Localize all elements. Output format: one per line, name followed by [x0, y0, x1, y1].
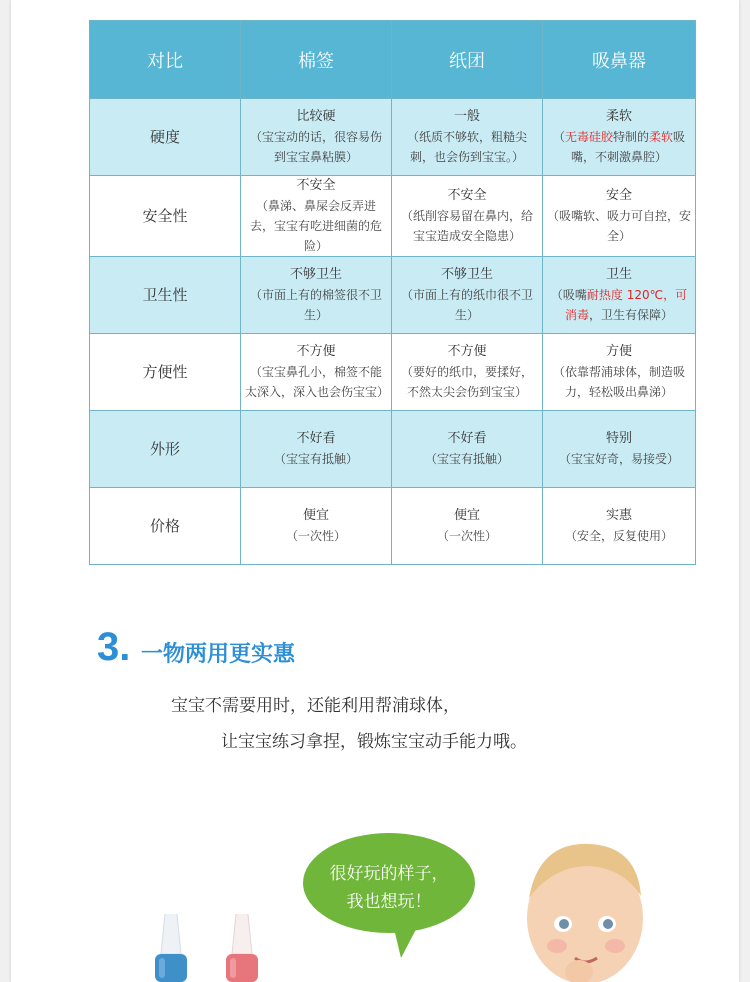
- cell-note: （市面上有的棉签很不卫生）: [249, 288, 382, 322]
- cell-title: 不安全: [447, 188, 487, 203]
- speech-bubble-line-2: 我也想玩！: [346, 892, 432, 912]
- cell-note: （依靠帮浦球体，制造吸力，轻松吸出鼻涕）: [552, 365, 685, 399]
- table-cell: [241, 488, 392, 565]
- cell-title: 安全: [605, 188, 632, 203]
- table-cell: [392, 334, 543, 411]
- cell-title: 卫生: [605, 267, 632, 282]
- table-cell: [543, 99, 696, 176]
- cell-title: 不方便: [447, 344, 487, 359]
- cell-note-rich: [547, 285, 691, 325]
- row-label-hardness: 硬度: [90, 99, 241, 176]
- table-row: [90, 257, 696, 334]
- section-number: 3.: [97, 625, 131, 669]
- cell-title: 实惠: [605, 508, 632, 523]
- row-label-hygiene: 卫生性: [90, 257, 241, 334]
- row-label-price: 价格: [90, 488, 241, 565]
- baby-photo: [519, 838, 649, 982]
- table-cell: [392, 176, 543, 257]
- cell-title: 方便: [605, 344, 632, 359]
- section-description-line-1: 宝宝不需要用时，还能利用帮浦球体，: [171, 696, 460, 716]
- header-paper-wad: 纸团: [392, 21, 543, 99]
- cell-title: 不够卫生: [440, 267, 493, 282]
- row-label-appearance: 外形: [90, 411, 241, 488]
- header-compare: 对比: [90, 21, 241, 99]
- speech-bubble-line-1: 很好玩的样子，: [329, 864, 449, 884]
- cell-title: 不安全: [296, 178, 336, 193]
- row-label-safety: 安全性: [90, 176, 241, 257]
- table-cell: [543, 411, 696, 488]
- product-page: [11, 0, 739, 982]
- table-row: [90, 334, 696, 411]
- comparison-table: [89, 20, 696, 565]
- table-cell: [543, 334, 696, 411]
- section-title: 一物两用更实惠: [141, 642, 296, 667]
- table-row: [90, 488, 696, 565]
- cell-title: 不方便: [296, 344, 336, 359]
- table-cell: [392, 411, 543, 488]
- note-highlight: 耐热度 120℃，可消毒: [564, 288, 688, 322]
- table-cell: [392, 488, 543, 565]
- table-cell: [543, 176, 696, 257]
- cell-note: （纸削容易留在鼻内，给宝宝造成安全隐患）: [400, 209, 533, 243]
- table-row: [90, 411, 696, 488]
- note-text: 吸嘴，不刺激鼻腔）: [570, 130, 686, 164]
- cell-note: （要好的纸巾，要揉好，不然太尖会伤到宝宝）: [400, 365, 533, 399]
- blue-aspirator-image: [149, 914, 193, 982]
- cell-title: 不好看: [447, 431, 487, 446]
- table-cell: [543, 257, 696, 334]
- table-row: [90, 176, 696, 257]
- header-cotton-swab: 棉签: [241, 21, 392, 99]
- cell-note-rich: [547, 127, 691, 167]
- cell-title: 便宜: [302, 508, 329, 523]
- cell-title: 不好看: [296, 431, 336, 446]
- cell-note: （吸嘴软、吸力可自控，安全）: [547, 209, 692, 243]
- note-highlight: 无毒硅胶: [564, 130, 613, 144]
- cell-note: （一次性）: [436, 529, 497, 543]
- table-cell: [392, 99, 543, 176]
- table-cell: [241, 176, 392, 257]
- speech-bubble: [303, 833, 475, 933]
- cell-note: （安全，反复使用）: [564, 529, 673, 543]
- cell-note: （宝宝动的话，很容易伤到宝宝鼻粘膜）: [249, 130, 382, 164]
- table-cell: [241, 99, 392, 176]
- pink-aspirator-image: [220, 914, 264, 982]
- note-text: ，卫生有保障）: [589, 308, 674, 322]
- table-cell: [543, 488, 696, 565]
- cell-note: （市面上有的纸巾很不卫生）: [400, 288, 533, 322]
- section-description-line-2: 让宝宝练习拿捏，锻炼宝宝动手能力哦。: [221, 732, 527, 752]
- row-label-convenience: 方便性: [90, 334, 241, 411]
- note-text: （: [552, 130, 565, 144]
- cell-title: 特别: [605, 431, 632, 446]
- cell-note: （鼻涕、鼻屎会反弄进去，宝宝有吃进细菌的危险）: [249, 199, 382, 253]
- cell-title: 不够卫生: [289, 267, 342, 282]
- note-highlight: 柔软: [649, 130, 674, 144]
- cell-note: （宝宝鼻孔小，棉签不能太深入，深入也会伤宝宝）: [245, 365, 390, 399]
- cell-title: 比较硬: [296, 109, 336, 124]
- cell-note: （宝宝有抵触）: [273, 452, 358, 466]
- note-text: （吸嘴: [550, 288, 587, 302]
- table-cell: [241, 334, 392, 411]
- table-cell: [241, 257, 392, 334]
- cell-title: 一般: [453, 109, 480, 124]
- cell-note: （宝宝好奇，易接受）: [558, 452, 679, 466]
- cell-note: （纸质不够软，粗糙尖刺，也会伤到宝宝。）: [406, 130, 527, 164]
- table-cell: [241, 411, 392, 488]
- cell-note: （宝宝有抵触）: [424, 452, 509, 466]
- table-cell: [392, 257, 543, 334]
- table-header-row: [90, 21, 696, 99]
- cell-title: 柔软: [605, 109, 632, 124]
- header-nasal-aspirator: 吸鼻器: [543, 21, 696, 99]
- note-text: 特制的: [612, 130, 649, 144]
- table-row: [90, 99, 696, 176]
- cell-title: 便宜: [453, 508, 480, 523]
- cell-note: （一次性）: [285, 529, 346, 543]
